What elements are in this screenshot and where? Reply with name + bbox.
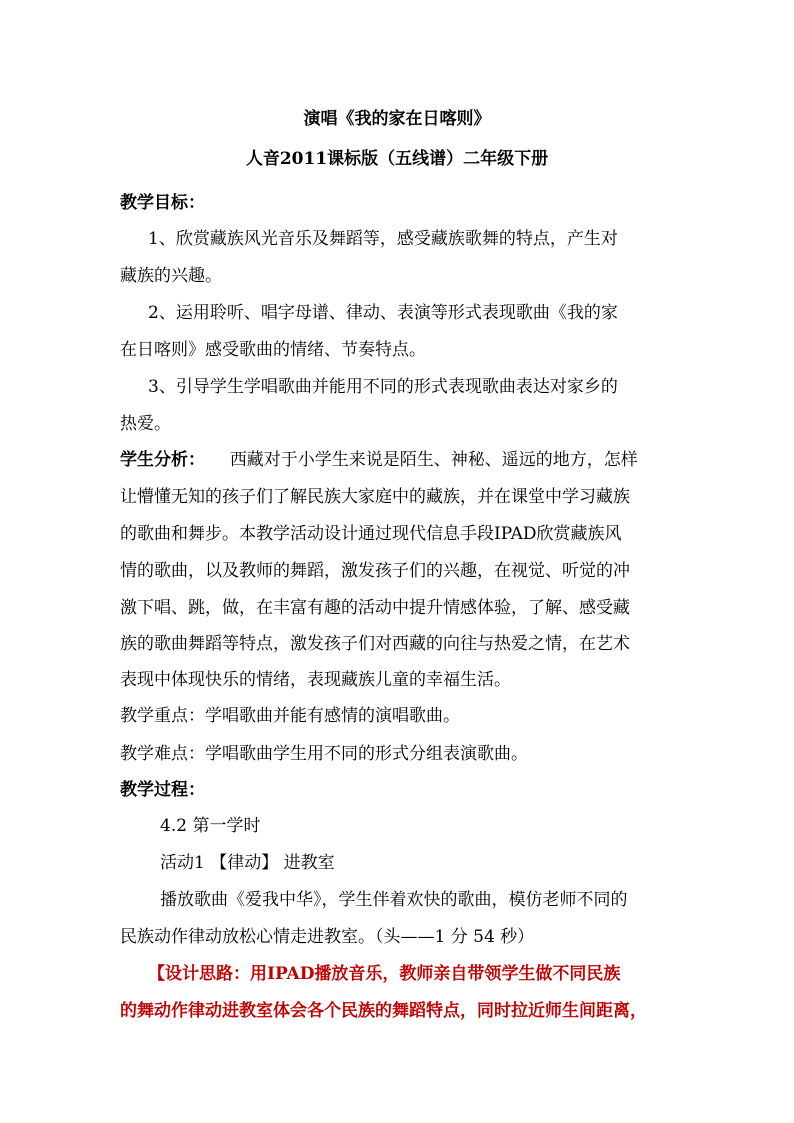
analysis-line-7: 表现中体现快乐的情绪，表现藏族儿童的幸福生活。 (120, 670, 511, 690)
objective-line-4: 在日喀则》感受歌曲的情绪、节奏特点。 (120, 340, 426, 360)
analysis-line-6: 族的歌曲舞蹈等特点，激发孩子们对西藏的向往与热爱之情，在艺术 (120, 634, 630, 654)
analysis-line-5: 激下唱、跳，做，在丰富有趣的活动中提升情感体验，了解、感受藏 (120, 598, 630, 618)
activity-line-2: 民族动作律动放松心情走进教室。（头——1 分 54 秒） (120, 927, 535, 947)
document-subtitle: 人音2011课标版（五线谱）二年级下册 (245, 149, 549, 169)
design-line-1: 【设计思路：用IPAD播放音乐，教师亲自带领学生做不同民族 (148, 964, 621, 984)
analysis-line-4: 情的歌曲，以及教师的舞蹈，激发孩子们的兴趣，在视觉、听觉的冲 (120, 561, 630, 581)
objective-line-5: 3、引导学生学唱歌曲并能用不同的形式表现歌曲表达对家乡的 (148, 377, 618, 397)
analysis-line-2: 让懵懂无知的孩子们了解民族大家庭中的藏族，并在课堂中学习藏族 (120, 487, 630, 507)
document-title: 演唱《我的家在日喀则》 (303, 109, 491, 129)
objectives-heading: 教学目标： (120, 193, 205, 213)
design-line-2: 的舞动作律动进教室体会各个民族的舞蹈特点，同时拉近师生间距离， (120, 1001, 647, 1021)
analysis-text-1: 西藏对于小学生来说是陌生、神秘、遥远的地方，怎样 (229, 450, 638, 470)
activity-label: 活动1 【律动】 进教室 (160, 853, 335, 873)
objective-line-6: 热爱。 (120, 414, 171, 434)
period-label: 4.2 第一学时 (160, 816, 261, 836)
objective-line-3: 2、运用聆听、唱字母谱、律动、表演等形式表现歌曲《我的家 (148, 303, 618, 323)
analysis-line-3: 的歌曲和舞步。本教学活动设计通过现代信息手段IPAD欣赏藏族风 (120, 524, 622, 544)
analysis-heading: 学生分析： (120, 450, 205, 470)
key-point: 教学重点：学唱歌曲并能有感情的演唱歌曲。 (120, 706, 460, 726)
analysis-line-1 (120, 447, 680, 473)
activity-line-1: 播放歌曲《爱我中华》，学生伴着欢快的歌曲，模仿老师不同的 (160, 890, 628, 910)
objective-line-2: 藏族的兴趣。 (120, 266, 222, 286)
process-heading: 教学过程： (120, 780, 205, 800)
objective-line-1: 1、欣赏藏族风光音乐及舞蹈等，感受藏族歌舞的特点，产生对 (148, 229, 618, 249)
difficulty: 教学难点：学唱歌曲学生用不同的形式分组表演歌曲。 (120, 744, 528, 764)
